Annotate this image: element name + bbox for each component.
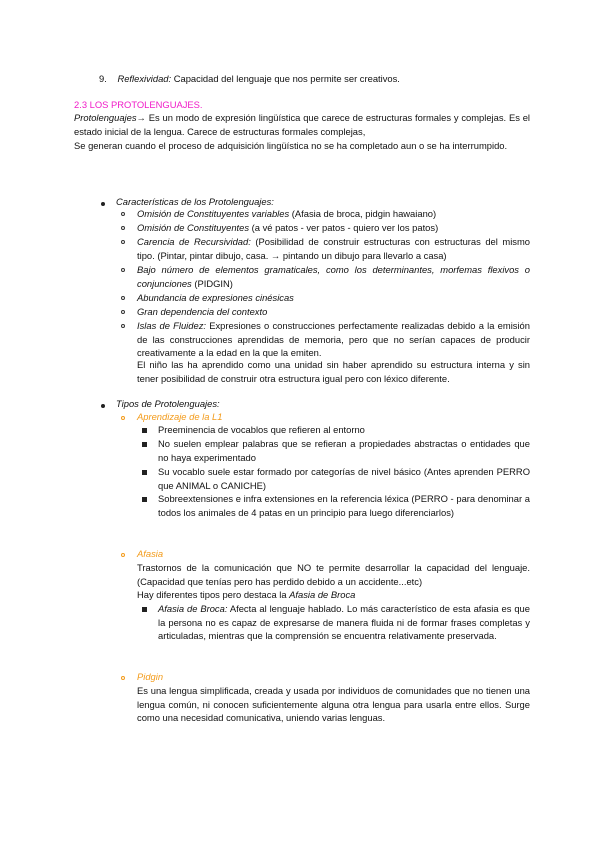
caracteristica-text: (a vé patos - ver patos - quiero ver los patos)	[249, 222, 439, 233]
circle-bullet-icon	[121, 324, 125, 328]
afasia-broca-term: Afasia de Broca:	[158, 603, 228, 614]
square-bullet-icon	[142, 428, 147, 433]
square-bullet-icon	[142, 497, 147, 502]
l1-item: Sobreextensiones e infra extensiones en la referencia léxica (PERRO - para denominar a todos los animales de 4 patas en un principio para luego diferenciarlos)	[158, 493, 530, 518]
caracteristica-item: Abundancia de expresiones cinésicas	[137, 292, 294, 303]
caracteristica-text: (Afasia de broca, pidgin hawaiano)	[289, 208, 437, 219]
bullet-icon	[101, 202, 105, 206]
tipos-title: Tipos de Protolenguajes:	[116, 398, 220, 409]
l1-title: Aprendizaje de la L1	[137, 411, 223, 422]
intro-term: Protolenguajes	[74, 112, 137, 123]
item-text: Capacidad del lenguaje que nos permite ser creativos.	[173, 73, 400, 84]
l1-item: No suelen emplear palabras que se refieran a propiedades abstractas o entidades que no haya experimentado	[158, 438, 530, 463]
caracteristica-text: Expresiones o construcciones perfectamente realizadas debido a la emisión de las construcciones aprendidas de memoria, pero que no serían capaces de producir creativamente a la edad en la que la emiten.	[137, 320, 530, 359]
intro-arrow: →	[136, 112, 146, 123]
square-bullet-icon	[142, 442, 147, 447]
pidgin-title: Pidgin	[137, 671, 164, 682]
caracteristicas-title: Características de los Protolenguajes:	[116, 196, 274, 207]
caracteristica-extra: El niño las ha aprendido como una unidad sin haber aprendido su estructura interna y sin tener posibilidad de construir otra estructura igual pero con léxico diferente.	[137, 359, 530, 384]
bullet-icon	[101, 404, 105, 408]
caracteristica-term: Carencia de Recursividad:	[137, 236, 251, 247]
item-term: Reflexividad:	[117, 73, 172, 84]
intro-paragraph-2: Se generan cuando el proceso de adquisición lingüística no se ha completado aun o se ha interrumpido.	[74, 140, 508, 151]
afasia-p2-term: Afasia de Broca	[289, 589, 356, 600]
caracteristica-term: Islas de Fluidez:	[137, 320, 206, 331]
square-bullet-icon	[142, 607, 147, 612]
circle-bullet-icon	[121, 268, 125, 272]
list-item-9	[99, 72, 529, 86]
afasia-broca-text: Afecta al lenguaje hablado. Lo más característico de esta afasia es que la persona no es capaz de expresarse de manera fluida ni de formar frases completas y articuladas, mientras que la comprensión se encuentra relativamente preservada.	[158, 603, 530, 642]
circle-bullet-icon	[121, 296, 125, 300]
circle-bullet-icon	[121, 310, 125, 314]
square-bullet-icon	[142, 470, 147, 475]
afasia-p2-text: Hay diferentes tipos pero destaca la	[137, 589, 290, 600]
afasia-broca-item	[158, 602, 530, 643]
afasia-title: Afasia	[137, 548, 164, 559]
l1-item: Preeminencia de vocablos que refieren al entorno	[158, 424, 365, 435]
circle-bullet-icon	[121, 226, 125, 230]
caracteristica-term: Bajo número de elementos gramaticales, como los determinantes, morfemas flexivos o conjunciones	[137, 264, 530, 289]
circle-bullet-icon	[121, 212, 125, 216]
circle-bullet-icon	[121, 676, 125, 680]
caracteristica-term: Omisión de Constituyentes variables	[137, 208, 290, 219]
pidgin-paragraph: Es una lengua simplificada, creada y usada por individuos de comunidades que no tienen una lengua común, ni conocen suficientemente alguna otra lengua para usarla entre ellos. Surge como una necesidad comunicativa, uniendo varias lenguas.	[137, 685, 530, 724]
l1-item: Su vocablo suele estar formado por categorías de nivel básico (Antes aprenden PERRO que ANIMAL o CANICHE)	[158, 466, 530, 491]
circle-bullet-icon	[121, 416, 125, 420]
caracteristica-item	[137, 235, 530, 262]
caracteristica-item	[137, 263, 530, 290]
section-heading: 2.3 LOS PROTOLENGUAJES.	[74, 99, 203, 110]
caracteristica-item	[137, 221, 530, 235]
circle-bullet-icon	[121, 240, 125, 244]
intro-text: Es un modo de expresión lingüística que carece de estructuras formales y complejas. Es el estado inicial de la lengua. Carece de estructuras formales complejas,	[74, 112, 530, 137]
caracteristica-term: Omisión de Constituyentes	[137, 222, 250, 233]
afasia-paragraph-2	[137, 588, 530, 602]
caracteristica-text: (PIDGIN)	[191, 277, 233, 289]
caracteristica-text: (Posibilidad de construir estructuras con estructuras del mismo tipo. (Pintar, pintar dibujo, casa. → pintando un dibujo para llevarlo a casa)	[137, 236, 531, 261]
caracteristica-item	[137, 319, 530, 360]
afasia-paragraph: Trastornos de la comunicación que NO te permite desarrollar la capacidad del lenguaje. (Capacidad que tenías pero has perdido debido a un accidente...etc)	[137, 562, 530, 587]
caracteristica-item	[137, 207, 530, 221]
item-number: 9.	[99, 73, 107, 84]
intro-paragraph	[74, 111, 530, 138]
circle-bullet-icon	[121, 553, 125, 557]
caracteristica-item: Gran dependencia del contexto	[137, 306, 268, 317]
